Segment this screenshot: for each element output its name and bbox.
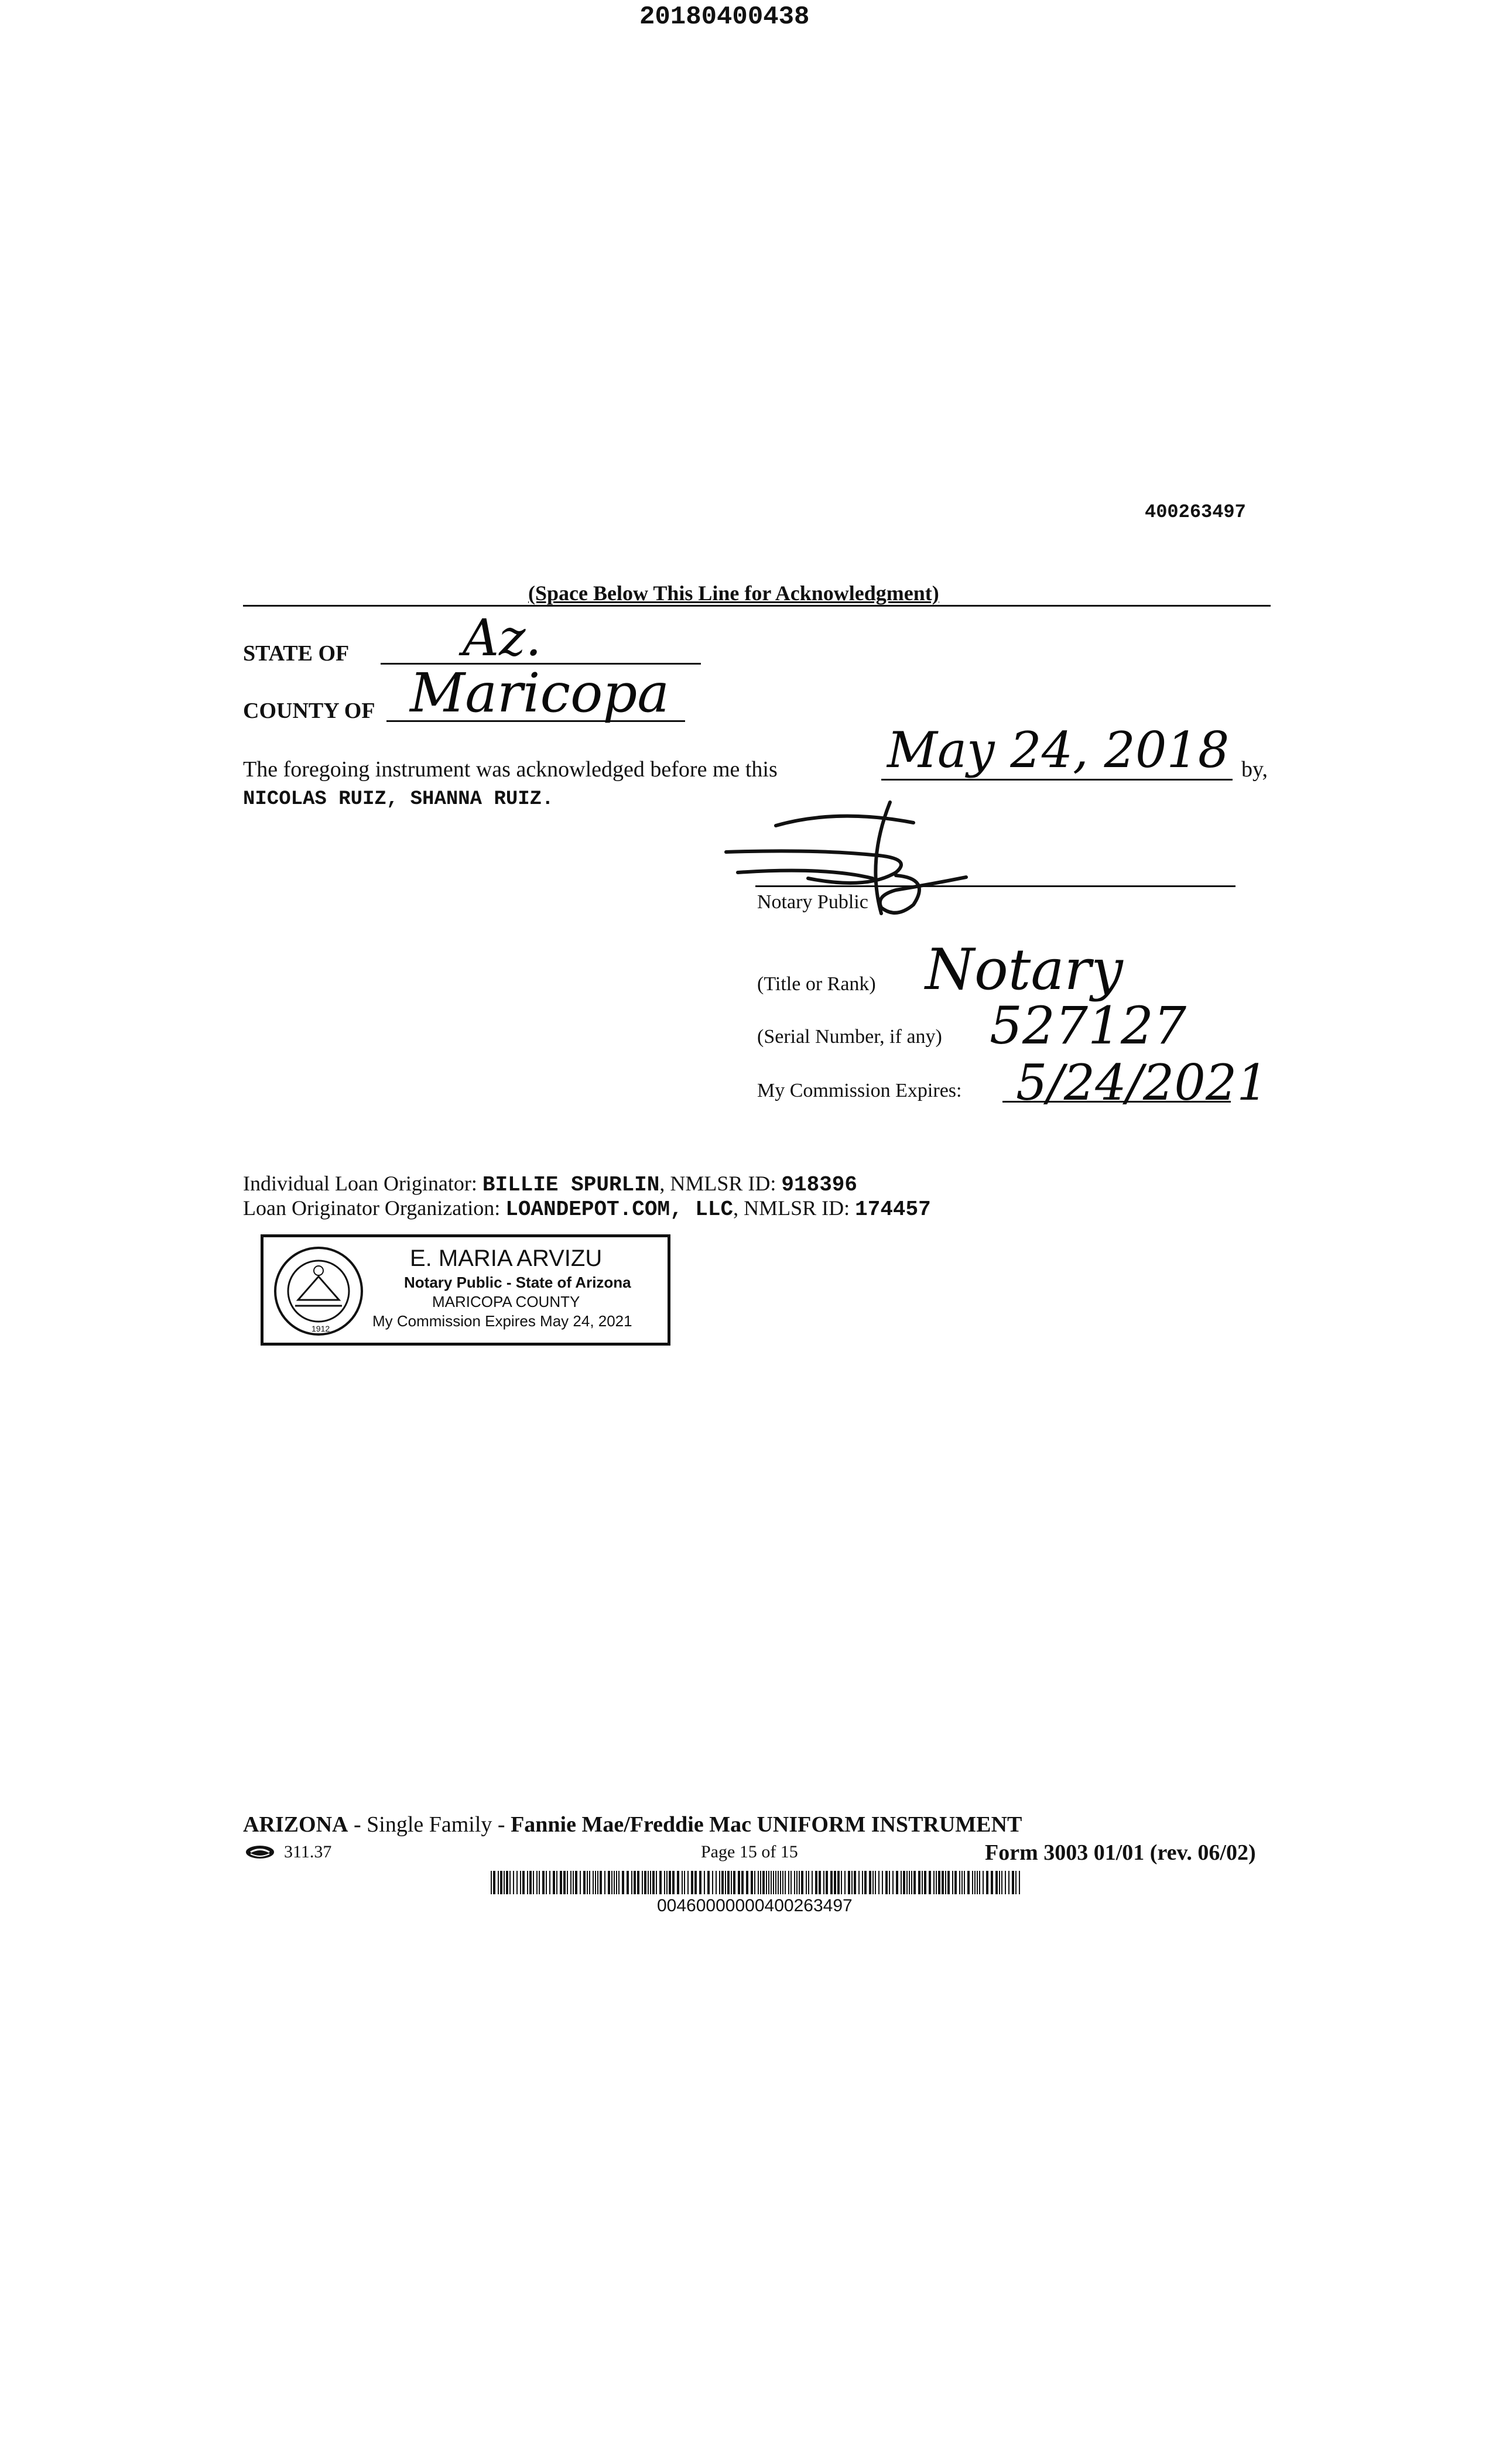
barcode-bar [806,1871,807,1894]
barcode-bar [1005,1871,1006,1894]
barcode-bar [719,1871,720,1894]
barcode-bar [656,1871,657,1894]
barcode-bar [741,1871,744,1894]
barcode-bar [731,1871,732,1894]
signers-line [243,787,554,810]
barcode-bar [844,1871,846,1894]
barcode-bar [611,1871,612,1894]
barcode-bar [583,1871,586,1894]
page-indicator: Page 15 of 15 [701,1842,798,1861]
barcode-bar [1001,1871,1002,1894]
barcode-bar [977,1871,978,1894]
barcode-bar [664,1871,665,1894]
barcode-bar [808,1871,809,1894]
barcode-bar [669,1871,671,1894]
barcode-bar [575,1871,577,1894]
barcode-bar [618,1871,620,1894]
barcode-bar [631,1871,632,1894]
barcode-bar [493,1871,495,1894]
footer-state: ARIZONA [243,1812,348,1837]
barcode-bar [725,1871,726,1894]
barcode-bar [841,1871,842,1894]
signer-names: NICOLAS RUIZ, SHANNA RUIZ [243,788,542,810]
individual-originator-name: BILLIE SPURLIN [482,1173,660,1197]
barcode-bar [837,1871,840,1894]
barcode-bar [778,1871,779,1894]
footer-description-bold: Fannie Mae/Freddie Mac UNIFORM INSTRUMENT [511,1812,1022,1837]
barcode-bar [616,1871,617,1894]
barcode-bar [498,1871,499,1894]
state-handwritten: Az. [463,609,542,668]
barcode-bar [947,1871,950,1894]
barcode-bar [875,1871,876,1894]
barcode-bar [533,1871,534,1894]
barcode-bar [952,1871,953,1894]
title-handwritten: Notary [925,937,1123,1002]
barcode-bar [491,1871,492,1894]
barcode-bar [659,1871,662,1894]
barcode-bar [979,1871,980,1894]
barcode-bar [506,1871,508,1894]
barcode-bar [788,1871,789,1894]
barcode-bar [922,1871,923,1894]
barcode-bar [974,1871,976,1894]
barcode-bar [794,1871,795,1894]
barcode-bar [1012,1871,1014,1894]
barcode-bar [687,1871,689,1894]
barcode-bar [542,1871,545,1894]
barcode-bar [509,1871,511,1894]
barcode-bar [622,1871,624,1894]
stamp-line-3: My Commission Expires May 24, 2021 [372,1312,632,1330]
barcode-bar [637,1871,639,1894]
barcode-bar [727,1871,730,1894]
barcode-bar [712,1871,713,1894]
barcode-bar [826,1871,828,1894]
barcode-bar [823,1871,824,1894]
barcode-bar [892,1871,894,1894]
county-label: COUNTY OF [243,699,375,723]
barcode-bar [785,1871,786,1894]
barcode-bar [848,1871,850,1894]
barcode-bar [830,1871,833,1894]
commission-label: My Commission Expires: [757,1080,962,1101]
barcode-bar [938,1871,940,1894]
barcode-bar [627,1871,629,1894]
barcode-bar [570,1871,571,1894]
individual-nmls-label: , NMLSR ID: [659,1172,776,1195]
barcode-bar [967,1871,970,1894]
barcode-bar [648,1871,649,1894]
barcode-bar [684,1871,685,1894]
organization-name: LOANDEPOT.COM, LLC [505,1197,734,1221]
acknowledgment-statement: The foregoing instrument was acknowledged before me this [243,757,778,782]
loan-number: 400263497 [1145,501,1246,523]
acknowledgment-title: (Space Below This Line for Acknowledgment) [528,581,939,605]
barcode-bar [642,1871,643,1894]
signer-names-end: . [542,788,554,810]
form-code: 311.37 [284,1842,332,1861]
barcode-bar [815,1871,817,1894]
barcode-bar [567,1871,568,1894]
barcode-bar [677,1871,679,1894]
barcode-bar [604,1871,605,1894]
barcode-bar [964,1871,965,1894]
seal-year: 1912 [312,1324,330,1333]
footer-description-mid: - Single Family - [348,1812,511,1837]
barcode-bar [913,1871,916,1894]
barcode-bar [766,1871,767,1894]
barcode-bar [721,1871,724,1894]
organization-nmls-label: , NMLSR ID: [733,1196,850,1220]
form-logo-icon [245,1844,275,1860]
county-handwritten: Maricopa [410,662,670,724]
recording-number: 20180400438 [639,2,810,32]
barcode-bar [556,1871,557,1894]
barcode-bar [707,1871,710,1894]
barcode-bar [652,1871,655,1894]
barcode-bar [650,1871,651,1894]
barcode-bar [666,1871,668,1894]
barcode-bar [738,1871,740,1894]
barcode-bar [691,1871,693,1894]
barcode-bar [929,1871,931,1894]
barcode-bar [771,1871,772,1894]
barcode-bar [580,1871,581,1894]
barcode-bar [595,1871,596,1894]
barcode-bar [760,1871,761,1894]
barcode-bar [546,1871,547,1894]
barcode-bar [746,1871,748,1894]
barcode-bar [901,1871,902,1894]
barcode-bar [751,1871,753,1894]
barcode-bar [762,1871,765,1894]
barcode-bar [773,1871,774,1894]
barcode-bar [819,1871,821,1894]
barcode-bar [672,1871,675,1894]
barcode-bar [1019,1871,1020,1894]
barcode-bar [699,1871,701,1894]
barcode-bar [560,1871,562,1894]
barcode-bar [834,1871,836,1894]
barcode-bar [878,1871,879,1894]
barcode-bar [869,1871,871,1894]
barcode-bar [644,1871,646,1894]
barcode-bar [1008,1871,1009,1894]
barcode-bar [924,1871,926,1894]
barcode-bar [782,1871,783,1894]
barcode-bar [694,1871,697,1894]
stamp-line-1: Notary Public - State of Arizona [404,1274,631,1291]
barcode-bar [872,1871,874,1894]
barcode-bar [634,1871,636,1894]
date-underline [881,779,1233,781]
barcode-bar [500,1871,502,1894]
barcode-bar [527,1871,528,1894]
barcode-bar [614,1871,615,1894]
organization-label: Loan Originator Organization: [243,1196,501,1220]
statement-suffix: by, [1241,757,1268,782]
barcode-bar [864,1871,867,1894]
notary-stamp [261,1234,670,1346]
barcode-bar [563,1871,566,1894]
barcode-bar [682,1871,683,1894]
barcode-bar [889,1871,890,1894]
barcode-bar [513,1871,514,1894]
barcode-bar [896,1871,898,1894]
barcode-bar [553,1871,555,1894]
barcode-bar [911,1871,912,1894]
barcode-bar [522,1871,525,1894]
stamp-notary-name: E. MARIA ARVIZU [410,1245,603,1271]
barcode-bar [504,1871,505,1894]
barcode-bar [903,1871,905,1894]
individual-originator [243,1171,857,1197]
barcode-bar [918,1871,920,1894]
barcode-bar [520,1871,521,1894]
barcode-bar [999,1871,1000,1894]
barcode-bar [885,1871,888,1894]
barcode-bar [716,1871,717,1894]
barcode-bar [812,1871,813,1894]
barcode-bar [986,1871,988,1894]
barcode-bar [589,1871,590,1894]
barcode-bar [972,1871,973,1894]
barcode-bar [529,1871,532,1894]
barcode-bar [882,1871,883,1894]
barcode-bar [768,1871,769,1894]
barcode-bar [858,1871,860,1894]
individual-nmls-id: 918396 [781,1173,858,1197]
originator-organization [243,1196,931,1221]
barcode-bar [754,1871,755,1894]
barcode-bar [704,1871,705,1894]
barcode-bar [854,1871,856,1894]
barcode-bar [851,1871,853,1894]
barcode-bar [516,1871,518,1894]
individual-originator-label: Individual Loan Originator: [243,1172,477,1195]
serial-label: (Serial Number, if any) [757,1026,942,1048]
barcode-bar [549,1871,550,1894]
barcode-bar [961,1871,963,1894]
barcode-bar [995,1871,998,1894]
barcode-bar [862,1871,863,1894]
barcode-bar [801,1871,803,1894]
form-number: Form 3003 01/01 (rev. 06/02) [985,1840,1256,1865]
organization-nmls-id: 174457 [855,1197,931,1221]
notary-signature-line [755,885,1236,887]
barcode-bar [593,1871,594,1894]
title-label: (Title or Rank) [757,973,876,995]
barcode-bar [539,1871,540,1894]
barcode-bar [775,1871,776,1894]
barcode-bar [906,1871,908,1894]
footer-description [243,1812,1022,1837]
barcode-bar [796,1871,798,1894]
barcode-bar [945,1871,946,1894]
barcode-bar [954,1871,957,1894]
barcode-bar [597,1871,598,1894]
barcode-bar [799,1871,800,1894]
barcode-number: 00460000000400263497 [657,1896,853,1915]
barcode-bar [936,1871,937,1894]
barcode-bar [983,1871,984,1894]
barcode-bar [758,1871,759,1894]
barcode-bar [587,1871,588,1894]
barcode-bar [942,1871,944,1894]
barcode-bar [991,1871,993,1894]
notary-label: Notary Public [757,891,868,913]
stamp-line-2: MARICOPA COUNTY [432,1293,580,1310]
barcode-bar [608,1871,610,1894]
serial-handwritten: 527127 [990,995,1186,1056]
barcode-bar [933,1871,935,1894]
barcode-bar [1015,1871,1017,1894]
date-handwritten: May 24, 2018 [887,721,1230,779]
barcode-bar [909,1871,910,1894]
barcode-bar [790,1871,792,1894]
barcode-bar [536,1871,538,1894]
barcode-bar [959,1871,960,1894]
commission-handwritten: 5/24/2021 [1016,1054,1268,1111]
barcode-bar [780,1871,781,1894]
barcode-bar [573,1871,574,1894]
barcode-bar [600,1871,602,1894]
barcode-bar [733,1871,735,1894]
state-label: STATE OF [243,641,350,666]
barcode [491,1871,1024,1894]
